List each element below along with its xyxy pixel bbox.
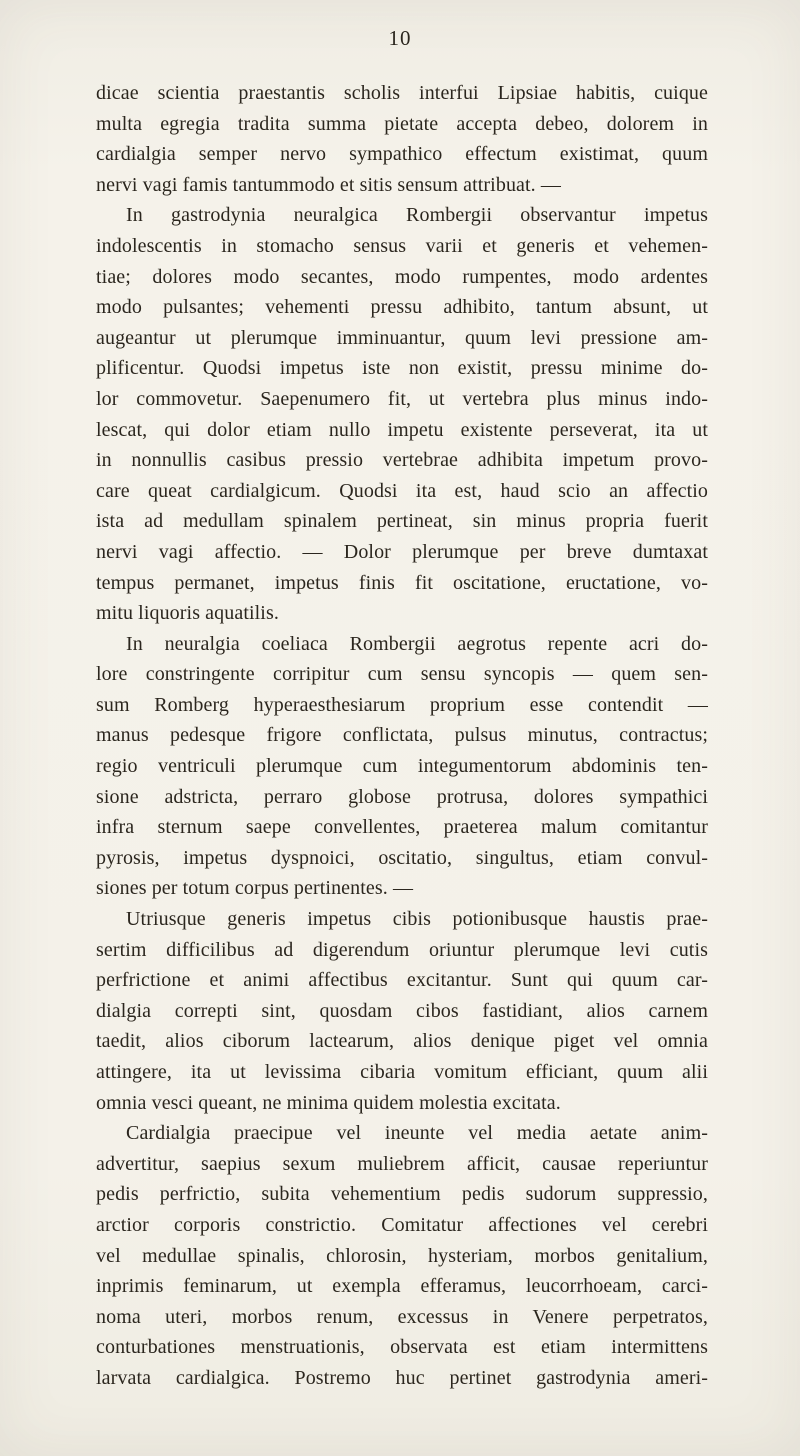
text-line: indolescentis in stomacho sensus varii et generis et vehemen- <box>96 234 708 257</box>
text-line: manus pedesque frigore conflictata, pulsus minutus, contractus; <box>96 724 708 747</box>
text-line: lor commovetur. Saepenumero fit, ut vertebra plus minus indo- <box>96 387 708 410</box>
text-line: lescat, qui dolor etiam nullo impetu existente perseverat, ita ut <box>96 418 708 441</box>
text-line: Utriusque generis impetus cibis potionibusque haustis prae- <box>126 908 708 931</box>
text-line: ista ad medullam spinalem pertineat, sin minus propria fuerit <box>96 510 708 533</box>
text-line: cardialgia semper nervo sympathico effectum existimat, quum <box>96 143 708 166</box>
text-line: pedis perfrictio, subita vehementium pedis sudorum suppressio, <box>96 1183 708 1206</box>
text-line: sum Romberg hyperaesthesiarum proprium esse contendit — <box>96 693 708 716</box>
text-line: noma uteri, morbos renum, excessus in Venere perpetratos, <box>96 1305 708 1328</box>
text-line: omnia vesci queant, ne minima quidem molestia excitata. <box>96 1091 561 1114</box>
paragraph <box>96 904 708 1118</box>
text-line: In gastrodynia neuralgica Rombergii observantur impetus <box>126 204 708 227</box>
page-number: 10 <box>388 26 412 50</box>
text-block <box>96 78 708 1394</box>
text-line: plificentur. Quodsi impetus iste non existit, pressu minime do- <box>96 357 708 380</box>
paragraph <box>96 200 708 628</box>
text-line: tempus permanet, impetus finis fit oscitatione, eructatione, vo- <box>96 571 708 594</box>
text-line: advertitur, saepius sexum muliebrem afficit, causae reperiuntur <box>96 1152 708 1175</box>
text-line: regio ventriculi plerumque cum integumentorum abdominis ten- <box>96 755 708 778</box>
text-line: modo pulsantes; vehementi pressu adhibito, tantum absunt, ut <box>96 296 708 319</box>
text-line: lore constringente corripitur cum sensu syncopis — quem sen- <box>96 663 708 686</box>
text-line: attingere, ita ut levissima cibaria vomitum efficiant, quum alii <box>96 1061 708 1083</box>
text-line: care queat cardialgicum. Quodsi ita est, haud scio an affectio <box>96 479 708 502</box>
text-line: sione adstricta, perraro globose protrusa, dolores sympathici <box>96 785 708 808</box>
text-line: infra sternum saepe convellentes, praeterea malum comitantur <box>96 816 708 839</box>
paragraph <box>96 78 708 200</box>
text-line: In neuralgia coeliaca Rombergii aegrotus repente acri do- <box>126 632 708 655</box>
text-line: in nonnullis casibus pressio vertebrae adhibita impetum provo- <box>96 449 708 472</box>
text-line: augeantur ut plerumque imminuantur, quum levi pressione am- <box>96 326 708 349</box>
text-line: conturbationes menstruationis, observata est etiam intermittens <box>96 1336 708 1359</box>
text-line: taedit, alios ciborum lactearum, alios denique piget vel omnia <box>96 1030 708 1053</box>
text-line: Cardialgia praecipue vel ineunte vel media aetate anim- <box>126 1122 708 1145</box>
text-line: perfrictione et animi affectibus excitantur. Sunt qui quum car- <box>96 969 708 992</box>
text-line: dicae scientia praestantis scholis interfui Lipsiae habitis, cuique <box>96 82 708 104</box>
text-line: pyrosis, impetus dyspnoici, oscitatio, singultus, etiam convul- <box>96 846 708 869</box>
paragraph <box>96 1118 708 1393</box>
text-line: mitu liquoris aquatilis. <box>96 602 279 625</box>
text-line: larvata cardialgica. Postremo huc pertinet gastrodynia ameri- <box>96 1366 708 1389</box>
text-line: vel medullae spinalis, chlorosin, hysteriam, morbos genitalium, <box>96 1244 708 1267</box>
text-line: nervi vagi famis tantummodo et sitis sensum attribuat. — <box>96 173 561 196</box>
text-line: arctior corporis constrictio. Comitatur affectiones vel cerebri <box>96 1213 708 1236</box>
text-line: dialgia correpti sint, quosdam cibos fastidiant, alios carnem <box>96 999 708 1022</box>
text-line: tiae; dolores modo secantes, modo rumpentes, modo ardentes <box>96 265 708 288</box>
text-line: sertim difficilibus ad digerendum oriuntur plerumque levi cutis <box>96 938 708 961</box>
text-line: siones per totum corpus pertinentes. — <box>96 877 414 900</box>
paragraph <box>96 629 708 904</box>
text-line: inprimis feminarum, ut exempla efferamus, leucorrhoeam, carci- <box>96 1275 708 1298</box>
text-line: multa egregia tradita summa pietate accepta debeo, dolorem in <box>96 112 708 135</box>
text-line: nervi vagi affectio. — Dolor plerumque per breve dumtaxat <box>96 540 708 563</box>
